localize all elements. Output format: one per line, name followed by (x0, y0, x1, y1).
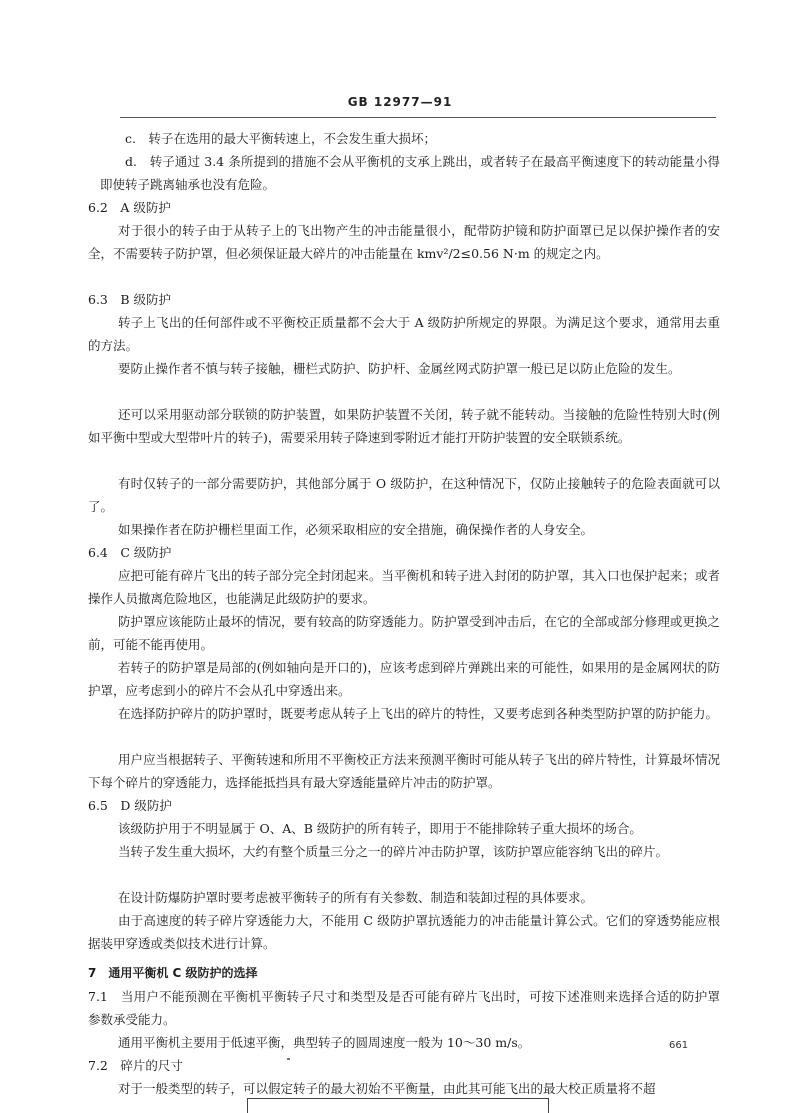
bottom-frame-edge (247, 1098, 549, 1113)
paragraph: 如果操作者在防护栅栏里面工作，必须采取相应的安全措施，确保操作者的人身安全。 (118, 522, 594, 537)
standard-code-header: GB 12977—91 (347, 95, 453, 109)
paragraph: 在选择防护碎片的防护罩时，既要考虑从转子上飞出的碎片的特性，又要考虑到各种类型防护罩的防护能力。 (118, 706, 719, 721)
paragraph: 防护罩应该能防止最坏的情况，要有较高的防穿透能力。防护罩受到冲击后，在它的全部或部分修理或更换之前，可能不能再使用。 (88, 614, 720, 652)
paragraph: 要防止操作者不慎与转子接触，栅栏式防护、防护杆、金属丝网式防护罩一般已足以防止危险的发生。 (118, 361, 681, 376)
paragraph: 由于高速度的转子碎片穿透能力大，不能用 C 级防护罩抗透能力的冲击能量计算公式。它们的穿透势能应根据装甲穿透或类似技术进行计算。 (88, 913, 720, 951)
section-7-2-heading: 7.2 碎片的尺寸 (88, 1058, 183, 1073)
paragraph-7-1: 7.1 当用户不能预测在平衡机平衡转子尺寸和类型及是否可能有碎片飞出时，可按下述准则来选择合适的防护罩参数承受能力。 (88, 989, 720, 1027)
paragraph: 用户应当根据转子、平衡转速和所用不平衡校正方法来预测平衡时可能从转子飞出的碎片特性，计算最坏情况下每个碎片的穿透能力，选择能抵挡具有最大穿透能量碎片冲击的防护罩。 (88, 752, 720, 790)
paragraph: 转子上飞出的任何部件或不平衡校正质量都不会大于 A 级防护所规定的界限。为满足这个要求，通常用去重的方法。 (88, 315, 720, 353)
paragraph: 若转子的防护罩是局部的(例如轴向是开口的)，应该考虑到碎片弹跳出来的可能性，如果用的是金属网状的防护罩，应考虑到小的碎片不会从孔中穿透出来。 (88, 660, 720, 698)
header-rule (120, 117, 716, 118)
section-6-3-heading: 6.3 B 级防护 (88, 292, 172, 307)
section-6-4-heading: 6.4 C 级防护 (88, 545, 172, 560)
section-6-2-heading: 6.2 A 级防护 (88, 200, 171, 215)
paragraph: 当转子发生重大损坏，大约有整个质量三分之一的碎片冲击防护罩，该防护罩应能容纳飞出的碎片。 (118, 844, 669, 859)
paragraph: 该级防护用于不明显属于 O、A、B 级防护的所有转子，即用于不能排除转子重大损坏的场合。 (118, 821, 642, 836)
paragraph: 还可以采用驱动部分联锁的防护装置，如果防护装置不关闭，转子就不能转动。当接触的危险性特别大时(例如平衡中型或大型带叶片的转子)，需要采用转子降速到零附近才能打开防护装置的安全联锁系统。 (88, 407, 720, 445)
paragraph: 对于很小的转子由于从转子上的飞出物产生的冲击能量很小，配带防护镜和防护面罩已足以保护操作者的安全，不需要转子防护罩，但必须保证最大碎片的冲击能量在 kmv²/2≤0.56 N·m 的规定之内。 (88, 223, 720, 261)
paragraph: 在设计防爆防护罩时要考虑被平衡转子的所有有关参数、制造和装卸过程的具体要求。 (118, 890, 594, 905)
item-d: d. 转子通过 3.4 条所提到的措施不会从平衡机的支承上跳出，或者转子在最高平衡速度下的转动能量小得即使转子跳离轴承也没有危险。 (100, 154, 720, 192)
paragraph: 通用平衡机主要用于低速平衡，典型转子的圆周速度一般为 10～30 m/s。 (118, 1035, 531, 1050)
paragraph: 有时仅转子的一部分需要防护，其他部分属于 O 级防护，在这种情况下，仅防止接触转子的危险表面就可以了。 (88, 476, 720, 514)
item-c: c. 转子在选用的最大平衡转速上，不会发生重大损坏； (125, 131, 436, 146)
scan-mark (287, 1058, 290, 1060)
page-number: 661 (669, 1040, 689, 1051)
paragraph: 对于一般类型的转子，可以假定转子的最大初始不平衡量，由此其可能飞出的最大校正质量将不超 (118, 1081, 656, 1096)
paragraph: 应把可能有碎片飞出的转子部分完全封闭起来。当平衡机和转子进入封闭的防护罩，其入口也保护起来；或者操作人员撤离危险地区，也能满足此级防护的要求。 (88, 568, 720, 606)
section-7-heading: 7 通用平衡机 C 级防护的选择 (88, 966, 258, 980)
section-6-5-heading: 6.5 D 级防护 (88, 798, 172, 813)
